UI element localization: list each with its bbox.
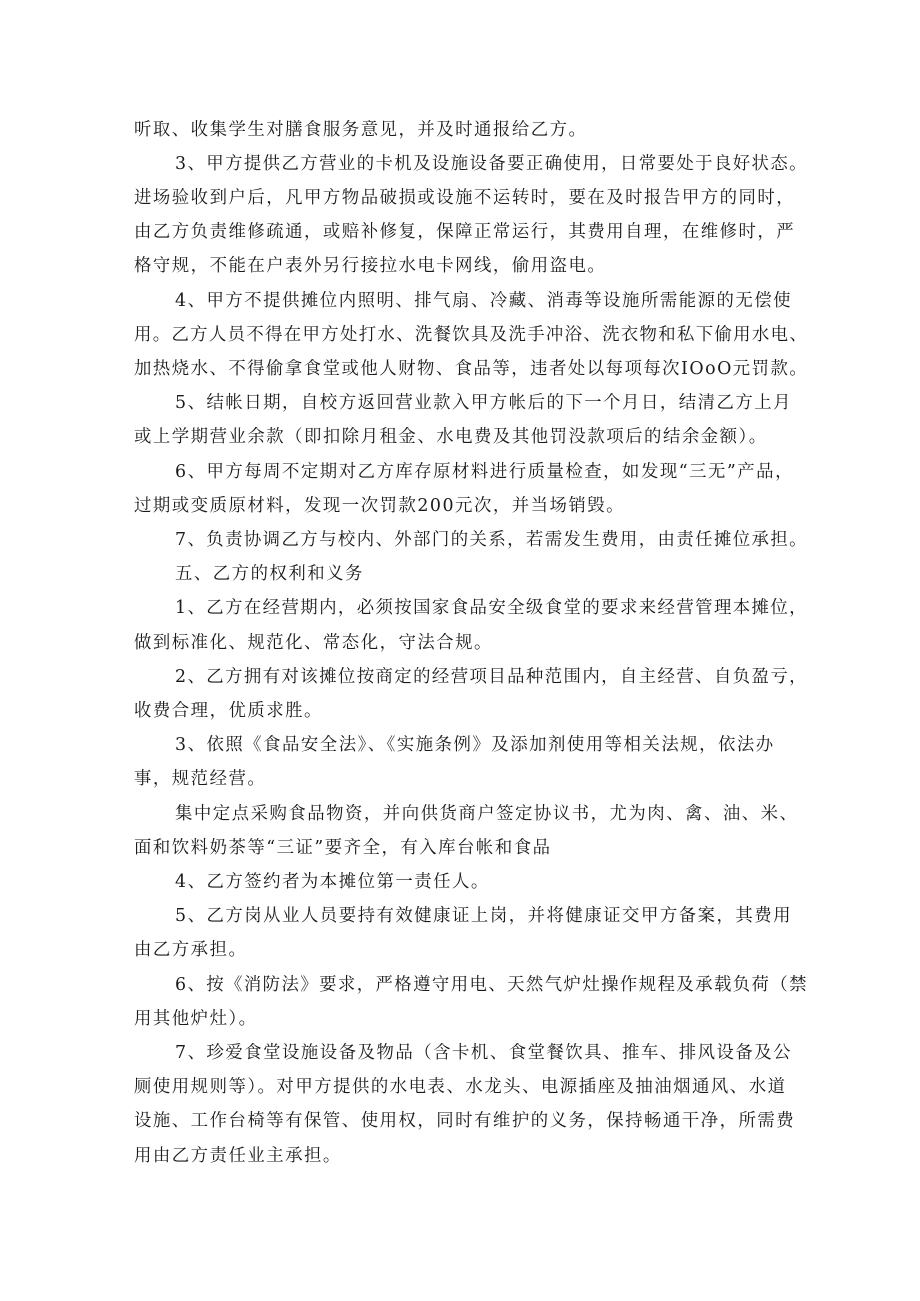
section-heading: 五、乙方的权利和义务 [175,564,364,584]
text-line: 5、结帐日期，自校方返回营业款入甲方帐后的下一个月日，结清乙方上月 [175,393,793,413]
text-line: 5、乙方岗从业人员要持有效健康证上岗，并将健康证交甲方备案，其费用 [175,906,793,926]
text-line: 4、乙方签约者为本摊位第一责任人。 [175,872,490,892]
text-line: 由乙方承担。 [134,940,248,960]
text-line: 设施、工作台椅等有保管、使用权，同时有维护的义务，保持畅通干净，所需费 [134,1111,796,1131]
text-line: 4、甲方不提供摊位内照明、排气扇、冷藏、消毒等设施所需能源的无偿使 [175,291,793,311]
text-line: 7、负责协调乙方与校内、外部门的关系，若需发生费用，由责任摊位承担。 [175,530,808,550]
text-line: 6、按《消防法》要求，严格遵守用电、天然气炉灶操作规程及承载负荷（禁 [175,975,808,995]
text-line: 由乙方负责维修疏通，或赔补修复，保障正常运行，其费用自理，在维修时，严 [134,222,796,242]
text-line: 6、甲方每周不定期对乙方库存原材料进行质量检查，如发现“三无”产品， [175,462,794,482]
text-line: 或上学期营业余款（即扣除月租金、水电费及其他罚没款项后的结余金额）。 [134,427,768,447]
text-line: 2、乙方拥有对该摊位按商定的经营项目品种范围内，自主经营、自负盈亏， [175,667,808,687]
text-line: 集中定点采购食品物资，并向供货商户签定协议书，尤为肉、禽、油、米、 [175,804,799,824]
text-line: 做到标准化、规范化、常态化，守法合规。 [134,633,493,653]
text-line: 进场验收到户后，凡甲方物品破损或设施不运转时，要在及时报告甲方的同时， [134,188,796,208]
text-line: 收费合理，优质求胜。 [134,701,323,721]
text-line: 用。乙方人员不得在甲方处打水、洗餐饮具及洗手冲浴、洗衣物和私下偷用水电、 [134,325,809,345]
text-line: 用由乙方责任业主承担。 [134,1146,342,1166]
text-line: 3、甲方提供乙方营业的卡机及设施设备要正确使用，日常要处于良好状态。 [175,154,808,174]
text-line: 7、珍爱食堂设施设备及物品（含卡机、食堂餐饮具、推车、排风设备及公 [175,1043,793,1063]
text-line: 听取、收集学生对膳食服务意见，并及时通报给乙方。 [134,120,588,140]
text-line: 3、依照《食品安全法》、《实施条例》及添加剂使用等相关法规，依法办 [175,735,775,755]
text-line: 面和饮料奶茶等“三证”要齐全，有入库台帐和食品 [134,838,552,858]
text-line: 1、乙方在经营期内，必须按国家食品安全级食堂的要求来经营管理本摊位， [175,598,808,618]
text-line: 用其他炉灶）。 [134,1009,258,1029]
text-line: 厕使用规则等）。对甲方提供的水电表、水龙头、电源插座及抽油烟通风、水道 [134,1077,787,1097]
text-line: 过期或变质原材料，发现一次罚款200元次，并当场销毁。 [134,496,626,516]
text-line: 事，规范经营。 [134,769,267,789]
text-line: 格守规，不能在户表外另行接拉水电卡网线，偷用盗电。 [134,256,607,276]
text-line: 加热烧水、不得偷拿食堂或他人财物、食品等，违者处以每项每次IOoO元罚款。 [134,359,809,379]
